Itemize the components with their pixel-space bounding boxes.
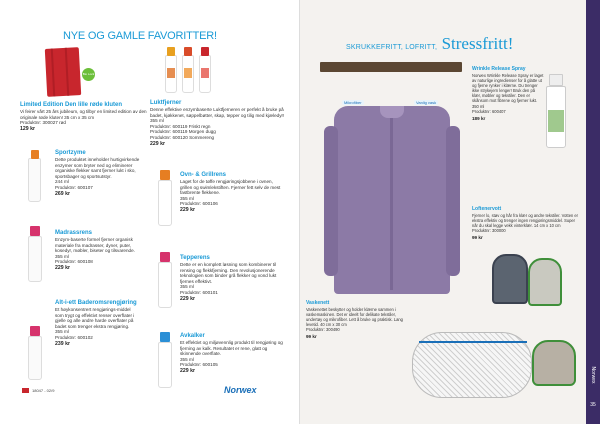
heading-subtitle: SKRUKKEFRITT, LOFRITT, [346, 44, 438, 51]
product-number: Produktnr: 600106 [180, 201, 218, 207]
product-number: Produktnr: 600102 [55, 334, 93, 340]
product-desc: Norwex Wrinkle Release Spray er laget av naturlige ingredienser for å glatte ut og fjerne rynker i klærne. Du trenger ikke strykejern lenger! Bruk den på klær, møbler og tekstiler. Den er skånsom mot fibrene og fjerner lukt. [472, 73, 544, 104]
product-name: Limited Edition Den lille røde kluten [20, 102, 123, 108]
product-price: 99 kr [472, 234, 483, 240]
side-tab [586, 0, 600, 424]
coat-rack [320, 62, 462, 72]
product-baderom [55, 300, 140, 348]
product-desc: Dette produktet inneholder hurtigvirkende enzymer som bryter ned og eliminerer organiske flekker samt fjerner lukt i sko, sportsbager og sportsutstyr. [55, 157, 140, 179]
product-number: Produktnr: 600119 Friskt regn [150, 123, 211, 129]
product-number: Produktnr: 600107 [55, 184, 93, 190]
product-desc: Et effektivt og miljøvennlig produkt til rengjøring og fjerning av kalk. Resultatet er rene, glatt og skinnende overflate. [180, 340, 283, 357]
product-price: 229 kr [180, 295, 196, 302]
product-size: 355 ml [150, 118, 164, 124]
product-name: Tepperens [180, 255, 210, 261]
product-price: 129 kr [20, 125, 36, 132]
red-cloth-image [45, 47, 81, 97]
product-name: Madrassrens [55, 230, 93, 236]
product-name: Vaskenett [306, 300, 330, 306]
product-name: Ovn- & Grillrens [180, 172, 227, 178]
product-number: Produktnr: 300000 [472, 228, 506, 234]
product-limited-edition [20, 102, 148, 133]
product-size: 355 ml [180, 195, 194, 201]
product-desc: Denne effektive enzymbaserte Luktfjerneren er perfekt å bruke på badet, kjøkkenet, søppelbøtter, skap, tepper og tilig med kjæledyr! [150, 107, 285, 118]
product-price: 229 kr [180, 206, 196, 213]
heading-title: Stressfritt! [441, 34, 514, 53]
product-size: 350 ml [472, 103, 485, 109]
product-name: Avkalker [180, 333, 205, 339]
side-tab-label: Norwex [590, 366, 596, 384]
product-price: 189 kr [472, 115, 486, 121]
shirt-image [334, 106, 450, 294]
left-page-title: NYE OG GAMLE FAVORITTER! [63, 30, 217, 42]
product-number-3: Produktnr: 600120 Sommereng [150, 134, 215, 140]
hanger-label-right [414, 100, 438, 105]
product-desc: Dette er en komplett løsning som kombinerer til rensing og flekkfjerning. Den revolusjonerende teknologien som binder grå flekker og vond lukt fjernes effektivt. [180, 262, 277, 284]
product-tepperens [180, 255, 284, 303]
product-name: Sportzyme [55, 150, 86, 156]
product-price: 229 kr [180, 367, 196, 374]
product-number: Produktnr: 600105 [180, 362, 218, 368]
product-sportzyme [55, 150, 140, 198]
product-size: 355 ml [55, 329, 69, 335]
norwex-logo [224, 385, 257, 395]
footer-code [22, 388, 54, 393]
product-name: Wrinkle Release Spray [472, 66, 526, 72]
product-desc: Laget for de tøffe rengjøringsjobbene i ovnen, grillen og swimlekstiften. Fjerner fett selv de mest fastbrente flekkene. [180, 179, 281, 196]
product-number: Produktnr: 600108 [55, 259, 93, 265]
product-madrassrens [55, 230, 140, 272]
product-size: 244 ml [55, 179, 69, 185]
product-number: Produktnr: 300027 rød [20, 120, 66, 126]
hanger-label-text: Vanlig vask [416, 100, 437, 105]
product-name: Luktfjerner [150, 100, 182, 106]
product-name: Loftenervott [472, 206, 502, 212]
product-name: Alt-i-ett Baderomsrengjøring [55, 300, 137, 306]
product-price: 269 kr [55, 190, 71, 197]
product-price: 229 kr [150, 140, 166, 147]
norwex-logo-text: Norwex [224, 385, 257, 395]
product-number: Produktnr: 600101 [180, 289, 218, 295]
biolock-sticker [82, 68, 95, 81]
product-avkalker [180, 333, 284, 375]
footer-code-text: 18047 - 02/9 [32, 388, 55, 393]
hand-mitt-image [532, 340, 576, 386]
product-price: 99 kr [306, 333, 317, 339]
product-number-2: Produktnr: 600119 Morgen dugg [150, 129, 216, 135]
product-wrinkle-release [472, 66, 544, 122]
sticker-label: Bio Lock [82, 72, 95, 76]
right-page [300, 0, 600, 424]
product-size: 355 ml [180, 356, 194, 362]
hanger-label-text: Mikrofiber [344, 100, 362, 105]
product-desc: Vi feirer vårt 25 års jubileum, og tilbyr en limited edition av den originale røde kluten! 35 cm x 35 cm [20, 109, 147, 120]
fsc-icon [22, 388, 29, 393]
product-number: Produktnr: 600407 [472, 109, 506, 115]
product-ovn-grillrens [180, 172, 284, 214]
product-price: 229 kr [55, 264, 71, 271]
page-number: 35 [590, 402, 596, 408]
hanger-label-left [342, 100, 364, 105]
right-page-heading [346, 34, 513, 54]
product-vaskenett [306, 300, 406, 340]
product-desc: Vaskenettet beskytter og holder klærne sammen i vaskemaskinen. Det er ideelt for delikate tekstiler, undertøy og mikrofiber. Lett å bruke og praktisk. Lang levetid. 40 cm x 30 cm [306, 307, 403, 328]
product-desc: Fjerner lo, støv og hår fra klær og andre tekstiler. Votten er ekstra effektiv og trenger ingen rengjøringsmiddel. Super når du skal legge vekk vinterklær. 14 cm x 10 cm [472, 213, 579, 229]
product-luktfjerner [150, 100, 286, 148]
product-desc: Enzym-baserte formel fjerner organisk materiale fra madrasser, dyner, puter, kosedyr, møbler, biseter og tilsvarende. [55, 237, 135, 254]
product-loftenervott [472, 206, 582, 241]
wash-bag-image [412, 332, 532, 398]
product-number: Produktnr: 300490 [306, 327, 340, 333]
product-size: 355 ml [55, 253, 69, 259]
product-price: 239 kr [55, 340, 71, 347]
product-desc: Et høykonsentrert rengjørings-middel som trygt og effektivt renser overflater i gjelle og alle andre harde overflater på badet som trenger ekstra rengjøring. [55, 307, 135, 329]
product-size: 355 ml [180, 284, 194, 290]
